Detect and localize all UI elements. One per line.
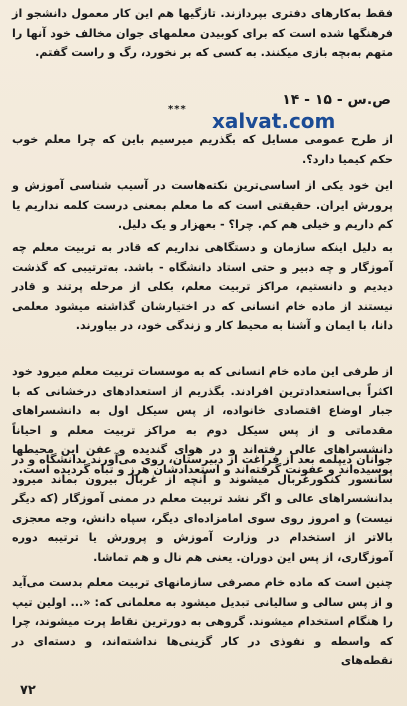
paragraph-7: چنین است که ماده خام مصرفی سازمانهای تربیت معلم بدست می‌آید و از پس سالی و سالیانی تبدیل میشود به معلمانی که: «... اولین تیپ را هنگام استخدام میشوند. گروهی به دورترین نقاط پرت میشوند، چرا که واسطه و نفوذی در کار گزینی‌ها نداشته‌اند، و دسته‌ای در نقطه‌های [12, 576, 393, 668]
watermark: xalvat.com [212, 109, 336, 133]
page-number: ۷۲ [20, 683, 36, 698]
paragraph-4: به دلیل اینکه سازمان و دستگاهی نداریم که قادر به تربیت معلم چه آموزگار و چه دبیر و حتی استاد دانشگاه - باشد. به‌ترتیبی که گذشت دیدیم و دانستیم، مراکز تربیت معلم، بکلی از مرحله پرتند و قادر نیستند از ماده خام انسانی که در اختیارشان گذاشته میشود معلمی دانا، با ایمان و آشنا به محیط کار و زندگی خود، در بیاورند. [12, 241, 393, 333]
signature: ص.س - ۱۵ - ۱۴ [282, 92, 391, 108]
section-separator: *** [168, 104, 187, 115]
paragraph-1: فقط به‌کارهای دفتری بپردازند. تازگیها هم این کار معمول دانشجو از فرهنگها شده است که برای کوبیدن معلمهای جوان مخالف خود آنها را متهم به‌بچه بازی میکنند. به کسی که بر نخورد، رگ و راست گفتم. [12, 7, 393, 60]
paragraph-2: از طرح عمومی مسایل که بگذریم میرسیم باین که چرا معلم خوب حکم کیمیا دارد؟. [12, 133, 393, 166]
paragraph-3: این خود یکی از اساسی‌ترین نکته‌هاست در آسیب شناسی آموزش و پرورش ایران. حقیقتی است که ما معلم بمعنی درست کلمه نداریم یا کم داریم و خیلی هم کم. چرا؟ - بعهزار و یک دلیل. [12, 179, 393, 232]
paragraph-5: از طرفی این ماده خام انسانی که به موسسات تربیت معلم میرود خود اکثراً بی‌استعدادترین افرادند. بگذریم از استعدادهای درخشانی که با جبار اوضاع اقتصادی خانواده، از پس سیکل اول به دانشسراهای مقدماتی و از پس سیکل دوم به مراکز تربیت معلم و احیاناً دانشسراهای عالی رفته‌اند و در هوای گندیده و عفن این محیطها پوسیده‌اند و عفونت گرفته‌اند و استعدادشان هرز و تباه گردیده است. [12, 365, 393, 476]
paragraph-6: جوانان دیپلمه بعد از فراغت از دبیرستان، روی می‌آورند بدانشگاه و در سانسور کنکورغربال میشوند و آنچه از غربال بیرون بماند میرود بدانشسراهای عالی و اگر نشد تربیت معلم در ممنی آموزگار (که دیگر نیست) و امروز روی سوی امامزاده‌ای دیگر، سپاه دانش، وجه معجزی بالاتر از استخدام در وزارت آموزش و پرورش یا ترتیبه دوره آموزگاری، از پس این دوران. یعنی هم نال و هم تماشا. [12, 453, 393, 564]
